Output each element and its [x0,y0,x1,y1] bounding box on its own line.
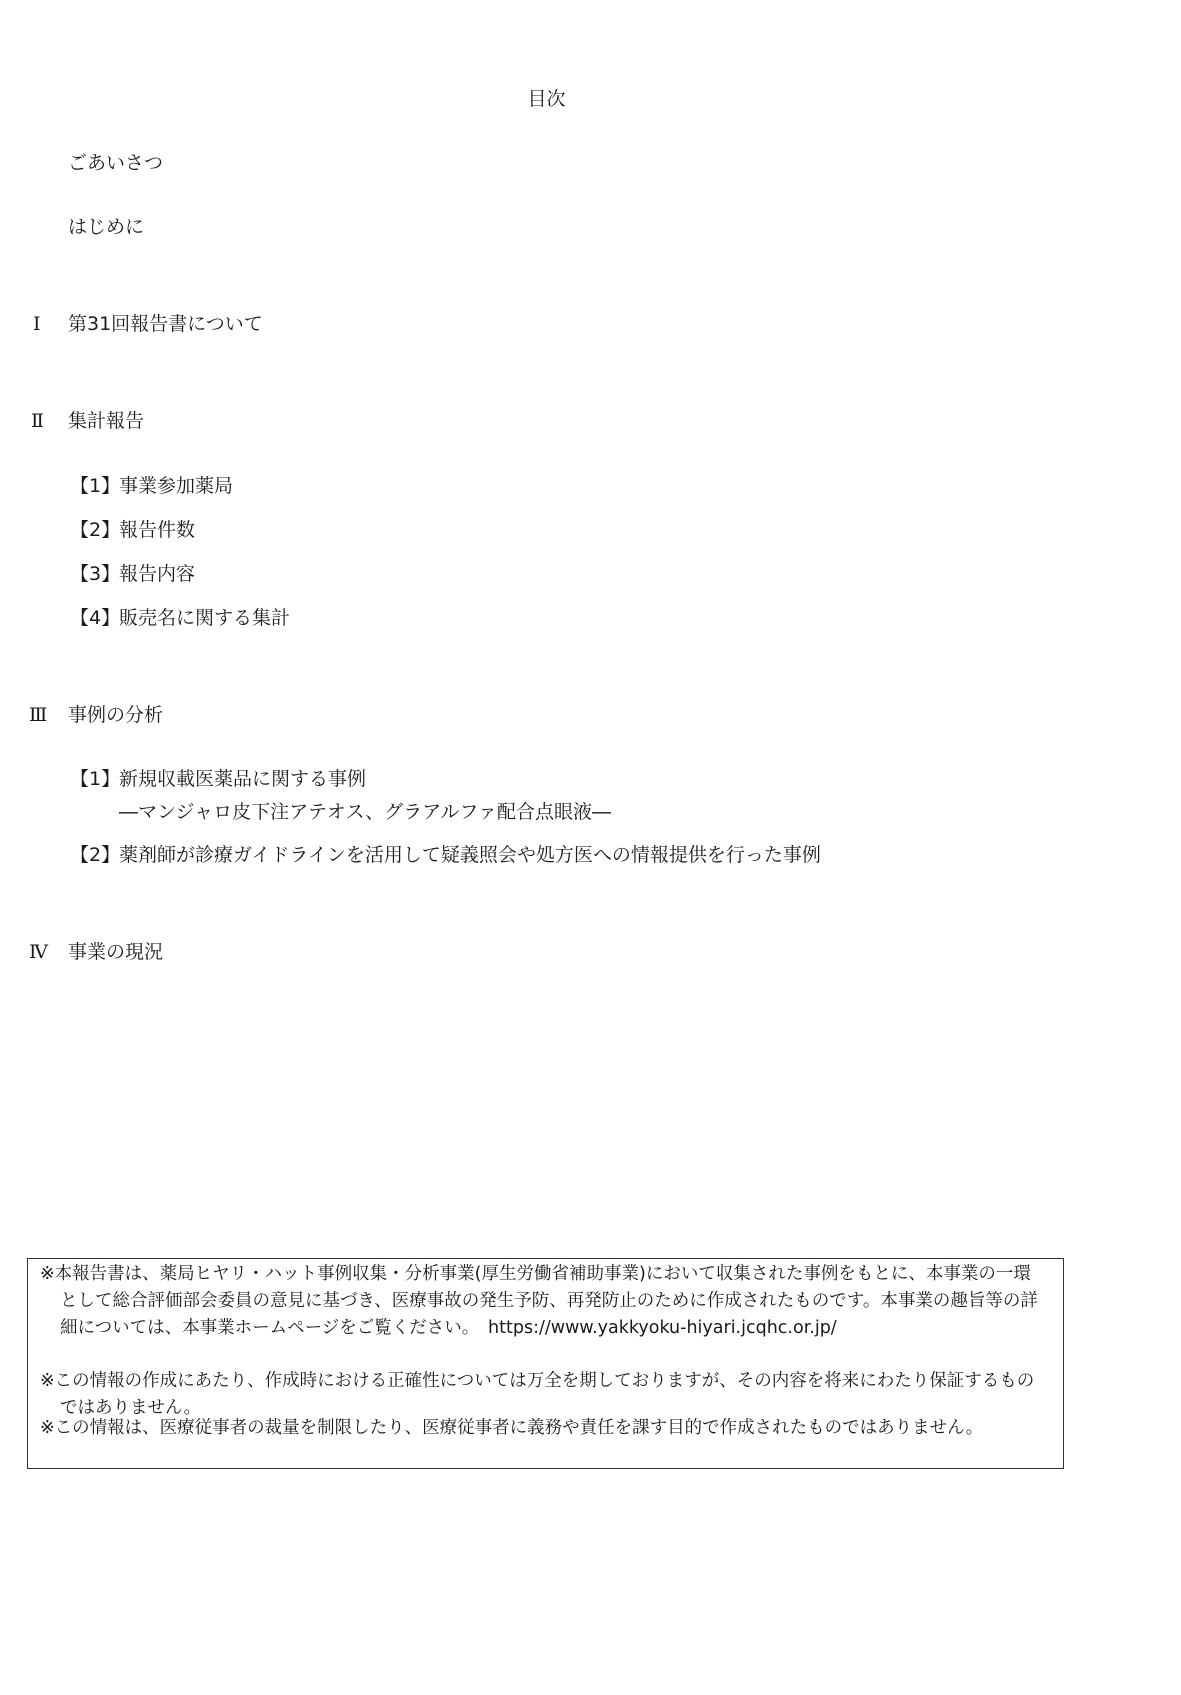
toc-item-2-4[interactable]: 販売名に関する集計 [119,607,291,629]
toc-section-2[interactable]: 集計報告 [68,410,145,432]
toc-item-3-1[interactable]: 新規収載医薬品に関する事例 [119,768,367,790]
toc-item-3-1-number: 【1】 [70,768,121,790]
section-numeral-3: Ⅲ [29,704,48,726]
toc-introduction[interactable]: はじめに [68,216,145,238]
disclaimer-note-1: ※本報告書は、薬局ヒヤリ・ハット事例収集・分析事業(厚生労働省補助事業)において収集された事例をもとに、本事業の一環として総合評価部会委員の意見に基づき、医療事故の発生予防、再発防止のために作成されたものです。本事業の趣旨等の詳細については、本事業ホームページをご覧ください。 https://www.yakkyoku-hiyari.jcqhc.or.jp/ [40,1264,1038,1338]
section-numeral-1: Ⅰ [33,313,41,335]
disclaimer-note-2: ※この情報の作成にあたり、作成時における正確性については万全を期しておりますが、その内容を将来にわたり保証するものではありません。 [40,1371,1035,1418]
toc-section-1[interactable]: 第31回報告書について [68,313,263,335]
toc-item-2-2-number: 【2】 [70,519,121,541]
toc-item-2-4-number: 【4】 [70,607,121,629]
toc-item-3-1-subtitle[interactable]: ―マンジャロ皮下注アテオス、グラアルファ配合点眼液― [119,801,612,823]
disclaimer-note-3: ※この情報は、医療従事者の裁量を制限したり、医療従事者に義務や責任を課す目的で作成されたものではありません。 [40,1418,984,1438]
toc-item-2-3-number: 【3】 [70,563,121,585]
toc-item-2-1[interactable]: 事業参加薬局 [119,475,234,497]
toc-item-2-3[interactable]: 報告内容 [119,563,196,585]
disclaimer-box [27,1258,1064,1469]
toc-section-3[interactable]: 事例の分析 [68,704,164,726]
toc-item-3-2-number: 【2】 [70,844,121,866]
toc-item-2-1-number: 【1】 [70,475,121,497]
section-numeral-2: Ⅱ [31,410,44,432]
toc-greeting[interactable]: ごあいさつ [68,152,164,174]
toc-section-4[interactable]: 事業の現況 [68,941,164,963]
section-numeral-4: Ⅳ [29,941,48,963]
toc-item-3-2[interactable]: 薬剤師が診療ガイドラインを活用して疑義照会や処方医への情報提供を行った事例 [119,844,821,866]
toc-item-2-2[interactable]: 報告件数 [119,519,196,541]
page-title: 目次 [527,88,566,110]
